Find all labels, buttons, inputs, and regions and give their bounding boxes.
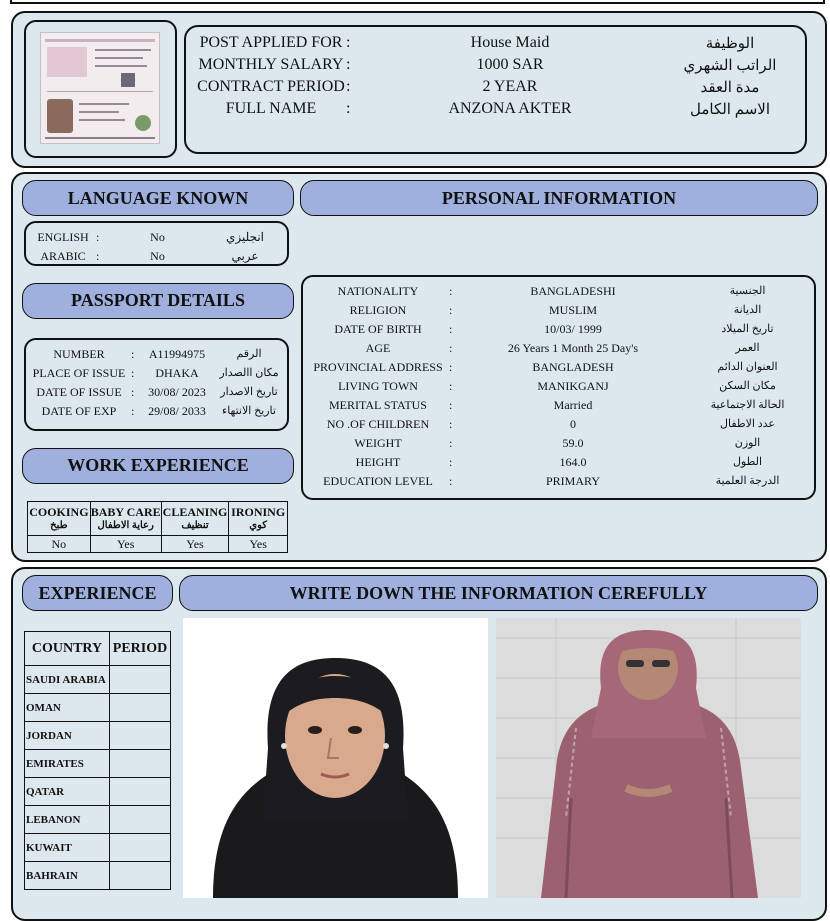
personal-information-heading: PERSONAL INFORMATION xyxy=(300,180,818,216)
language-known-heading: LANGUAGE KNOWN xyxy=(22,180,294,216)
experience-heading: EXPERIENCE xyxy=(22,575,173,611)
full-body-illustration xyxy=(496,618,801,898)
country-name: SAUDI ARABIA xyxy=(25,666,110,694)
period-cell[interactable] xyxy=(110,750,171,778)
passport-arabic-label: الرقم xyxy=(236,348,262,360)
work-column-header xyxy=(28,502,91,536)
personal-value: 26 Years 1 Month 25 Day's xyxy=(507,341,639,355)
personal-colon: : xyxy=(449,341,453,355)
personal-value: MUSLIM xyxy=(548,303,597,317)
personal-value: BANGLADESHI xyxy=(530,284,616,298)
country-row xyxy=(25,862,171,890)
passport-details-heading: PASSPORT DETAILS xyxy=(22,283,294,319)
passport-colon: : xyxy=(131,366,135,380)
period-cell[interactable] xyxy=(110,694,171,722)
headshot-photo xyxy=(183,618,488,898)
personal-colon: : xyxy=(449,379,453,393)
header-value: ANZONA AKTER xyxy=(448,100,572,117)
country-row xyxy=(25,806,171,834)
header-value: House Maid xyxy=(470,34,550,51)
language-colon: : xyxy=(96,230,100,244)
language-label: ARABIC xyxy=(40,249,86,263)
header-label: POST APPLIED FOR xyxy=(199,34,343,51)
header-colon: : xyxy=(346,78,351,95)
passport-label: DATE OF EXP xyxy=(41,404,117,418)
header-label: FULL NAME xyxy=(225,100,317,117)
personal-arabic-label: الوزن xyxy=(734,437,761,449)
personal-value: 10/03/ 1999 xyxy=(544,322,602,336)
header-value: 2 YEAR xyxy=(482,78,538,95)
language-arabic-label: انجليزي xyxy=(225,230,265,244)
personal-label: WEIGHT xyxy=(354,436,402,450)
passport-scan-image xyxy=(40,32,160,144)
header-value: 1000 SAR xyxy=(476,56,544,73)
work-column-english: COOKING xyxy=(29,504,89,519)
personal-colon: : xyxy=(449,436,453,450)
personal-label: RELIGION xyxy=(349,303,407,317)
headshot-illustration xyxy=(183,618,488,898)
passport-label: NUMBER xyxy=(53,347,105,361)
passport-colon: : xyxy=(131,385,135,399)
personal-value: 59.0 xyxy=(562,436,584,450)
country-column-header: COUNTRY xyxy=(25,632,110,666)
passport-colon: : xyxy=(131,347,135,361)
country-row xyxy=(25,694,171,722)
language-arabic-label: عربي xyxy=(231,249,259,263)
personal-colon: : xyxy=(449,322,453,336)
header-arabic-label: الراتب الشهري xyxy=(683,58,777,74)
personal-arabic-label: عدد الاطفال xyxy=(720,418,775,430)
work-column-arabic: طبخ xyxy=(50,519,68,531)
passport-value: 30/08/ 2023 xyxy=(148,385,206,399)
country-row xyxy=(25,834,171,862)
country-experience-table xyxy=(24,631,171,890)
work-column-header xyxy=(90,502,161,536)
personal-label: NATIONALITY xyxy=(337,284,419,298)
personal-label: PROVINCIAL ADDRESS xyxy=(313,360,443,374)
personal-colon: : xyxy=(449,417,453,431)
personal-arabic-label: تاريخ الميلاد xyxy=(721,323,774,335)
personal-label: MERITAL STATUS xyxy=(329,398,427,412)
personal-label: EDUCATION LEVEL xyxy=(323,474,433,488)
personal-colon: : xyxy=(449,474,453,488)
personal-value: MANIKGANJ xyxy=(537,379,609,393)
header-label: MONTHLY SALARY xyxy=(198,56,344,73)
personal-label: DATE OF BIRTH xyxy=(334,322,422,336)
header-arabic-label: الاسم الكامل xyxy=(689,102,770,118)
language-value: No xyxy=(150,249,165,263)
personal-label: HEIGHT xyxy=(355,455,401,469)
work-experience-table xyxy=(27,501,288,553)
country-row xyxy=(25,778,171,806)
personal-arabic-label: الجنسية xyxy=(729,285,766,297)
passport-colon: : xyxy=(131,404,135,418)
passport-arabic-label: تاريخ الانتهاء xyxy=(222,405,276,417)
work-column-value: No xyxy=(28,536,91,553)
country-row xyxy=(25,750,171,778)
work-column-header xyxy=(229,502,288,536)
personal-value: 0 xyxy=(570,417,576,431)
header-arabic-label: مدة العقد xyxy=(700,80,760,96)
country-name: LEBANON xyxy=(25,806,110,834)
work-column-value: Yes xyxy=(229,536,288,553)
personal-arabic-label: العنوان الدائم xyxy=(717,361,778,373)
work-column-value: Yes xyxy=(161,536,229,553)
passport-arabic-label: تاريخ الاصدار xyxy=(220,386,278,398)
instructions-heading: WRITE DOWN THE INFORMATION CEREFULLY xyxy=(179,575,818,611)
personal-value: Married xyxy=(553,398,593,412)
personal-value: PRIMARY xyxy=(545,474,601,488)
personal-arabic-label: الديانة xyxy=(733,304,762,316)
language-value: No xyxy=(150,230,165,244)
work-column-english: CLEANING xyxy=(162,504,228,519)
personal-colon: : xyxy=(449,360,453,374)
work-column-value: Yes xyxy=(90,536,161,553)
personal-colon: : xyxy=(449,455,453,469)
work-column-arabic: كوي xyxy=(249,519,268,531)
personal-colon: : xyxy=(449,284,453,298)
work-column-english: BABY CARE xyxy=(90,504,161,519)
personal-label: LIVING TOWN xyxy=(338,379,418,393)
personal-colon: : xyxy=(449,398,453,412)
country-row xyxy=(25,722,171,750)
language-label: ENGLISH xyxy=(37,230,89,244)
country-name: BAHRAIN xyxy=(25,862,110,890)
full-body-photo xyxy=(496,618,801,898)
personal-arabic-label: الدرجة العلمية xyxy=(715,475,780,487)
personal-arabic-label: الطول xyxy=(732,456,763,468)
work-column-header xyxy=(161,502,229,536)
passport-thumbnail-frame xyxy=(24,20,177,158)
personal-arabic-label: مكان السكن xyxy=(719,380,776,392)
personal-value: BANGLADESH xyxy=(532,360,614,374)
country-name: EMIRATES xyxy=(25,750,110,778)
passport-label: PLACE OF ISSUE xyxy=(32,366,126,380)
personal-colon: : xyxy=(449,303,453,317)
country-name: KUWAIT xyxy=(25,834,110,862)
passport-arabic-label: مكان االصدار xyxy=(219,367,279,379)
period-cell[interactable] xyxy=(110,834,171,862)
country-name: QATAR xyxy=(25,778,110,806)
passport-value: A11994975 xyxy=(148,347,206,361)
passport-label: DATE OF ISSUE xyxy=(36,385,122,399)
country-name: OMAN xyxy=(25,694,110,722)
header-colon: : xyxy=(346,56,351,73)
personal-arabic-label: الحالة الاجتماعية xyxy=(710,399,785,411)
period-cell[interactable] xyxy=(110,722,171,750)
work-experience-heading: WORK EXPERIENCE xyxy=(22,448,294,484)
country-name: JORDAN xyxy=(25,722,110,750)
country-row xyxy=(25,666,171,694)
header-label: CONTRACT PERIOD xyxy=(197,78,345,95)
work-column-arabic: تنظيف xyxy=(181,519,209,531)
personal-label: NO .OF CHILDREN xyxy=(326,417,430,431)
work-column-english: IRONING xyxy=(231,504,286,519)
personal-label: AGE xyxy=(365,341,391,355)
top-border xyxy=(10,0,825,4)
work-column-arabic: رعاية الاطفال xyxy=(97,519,154,531)
personal-arabic-label: العمر xyxy=(735,342,760,354)
period-cell[interactable] xyxy=(110,862,171,890)
period-cell[interactable] xyxy=(110,778,171,806)
personal-value: 164.0 xyxy=(559,455,587,469)
period-cell[interactable] xyxy=(110,806,171,834)
header-colon: : xyxy=(346,34,351,51)
language-colon: : xyxy=(96,249,100,263)
passport-value: 29/08/ 2033 xyxy=(148,404,206,418)
passport-value: DHAKA xyxy=(155,366,199,380)
period-column-header: PERIOD xyxy=(110,632,171,666)
period-cell[interactable] xyxy=(110,666,171,694)
header-colon: : xyxy=(346,100,351,117)
header-arabic-label: الوظيفة xyxy=(705,36,755,52)
